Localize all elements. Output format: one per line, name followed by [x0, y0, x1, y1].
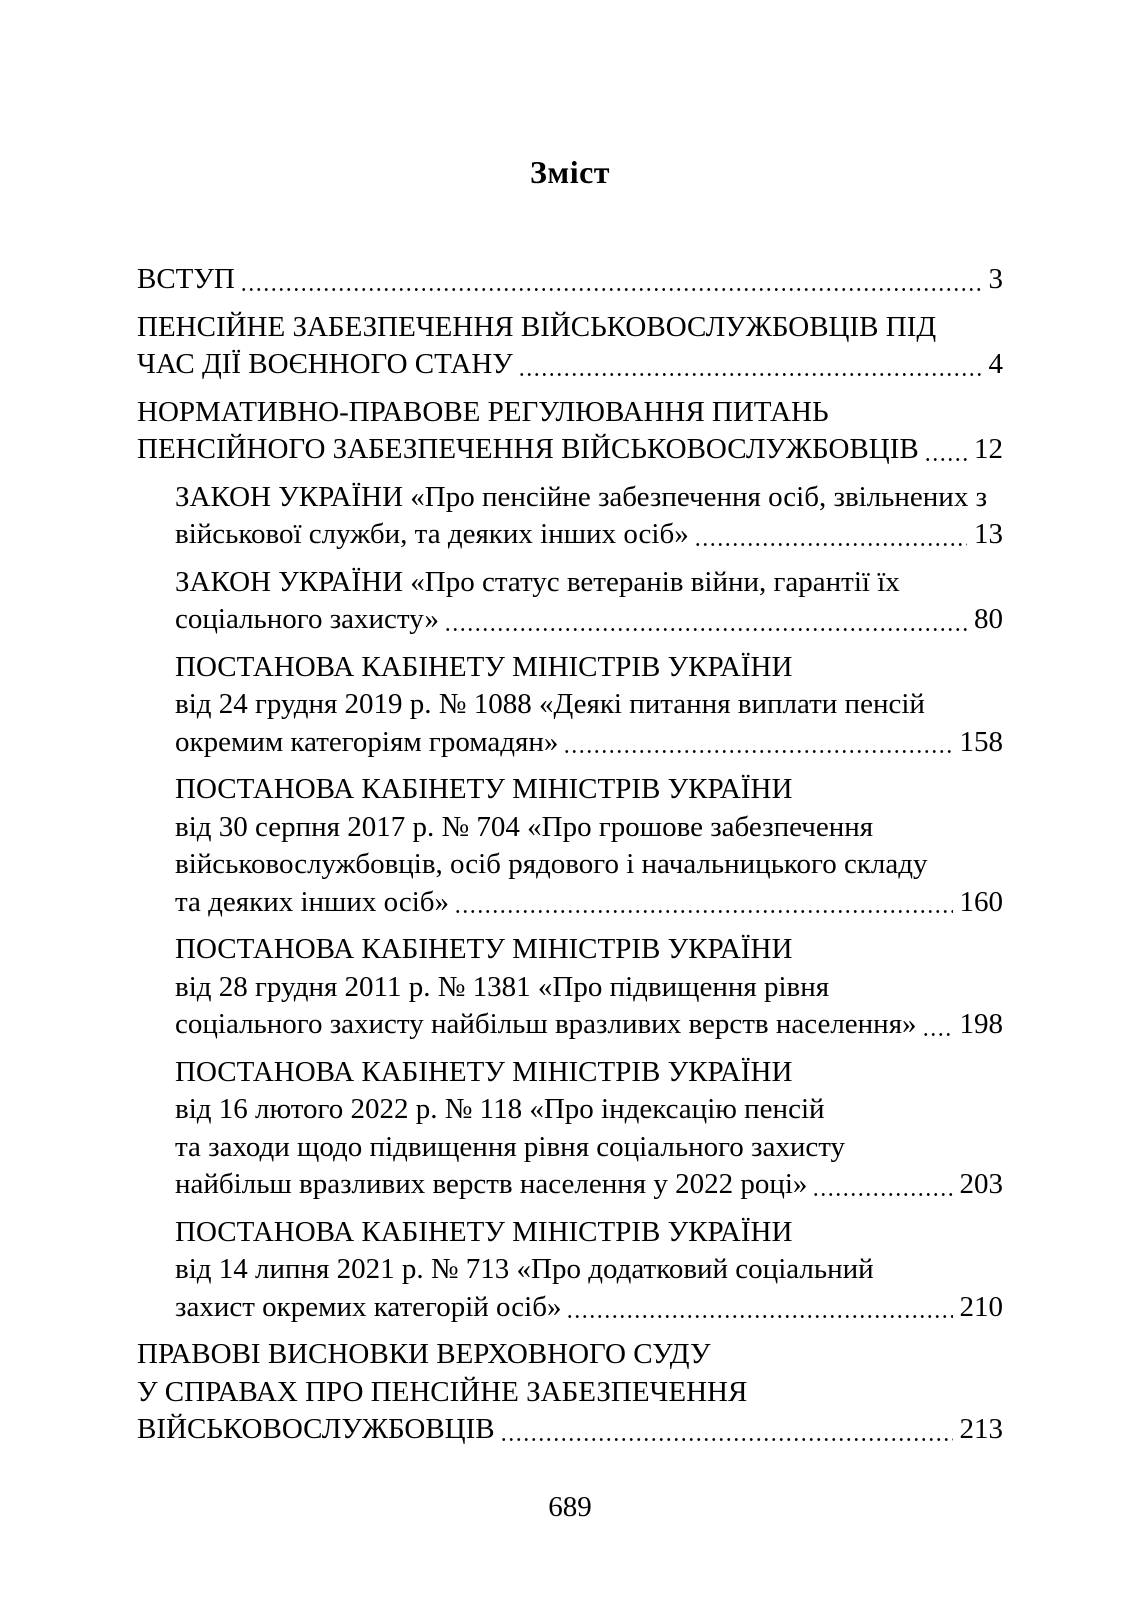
- toc-page-number: 158: [959, 725, 1003, 758]
- toc-entry-line: [175, 601, 1003, 639]
- toc-entry-line: [137, 1411, 1003, 1449]
- toc-entry-text: від 24 грудня 2019 р. № 1088 «Деякі питання виплати пенсій: [175, 688, 925, 720]
- dot-leader: [917, 1006, 960, 1044]
- toc-entry-text: ПРАВОВІ ВИСНОВКИ ВЕРХОВНОГО СУДУ: [137, 1338, 711, 1370]
- toc-entry-line: [175, 1006, 1003, 1044]
- toc-entry-text: ПЕНСІЙНЕ ЗАБЕЗПЕЧЕННЯ ВІЙСЬКОВОСЛУЖБОВЦІВ ПІД: [137, 310, 937, 343]
- toc-entry: [175, 1054, 1003, 1204]
- footer-page-number: 689: [548, 1490, 592, 1523]
- toc-entry: [175, 931, 1003, 1044]
- toc-entry: [175, 479, 1003, 554]
- dot-leader: [439, 601, 974, 639]
- toc-entry-line: [137, 431, 1003, 469]
- dot-leader: [919, 431, 974, 469]
- toc-page-number: 198: [959, 1008, 1003, 1040]
- toc-page-number: 13: [974, 518, 1003, 550]
- toc-entry: [137, 394, 1003, 469]
- toc-entry: [175, 649, 1003, 762]
- toc-entry-text: ПЕНСІЙНОГО ЗАБЕЗПЕЧЕННЯ ВІЙСЬКОВОСЛУЖБОВЦІВ: [137, 433, 919, 465]
- toc-entry-line: [175, 516, 1003, 554]
- dot-leader: [513, 346, 989, 384]
- toc-entry-line: [175, 1289, 1003, 1327]
- dot-leader: [235, 261, 989, 299]
- toc-entry-text: захист окремих категорій осіб»: [175, 1290, 562, 1323]
- toc-entry-text: окремим категоріям громадян»: [175, 725, 559, 758]
- dot-leader: [558, 724, 959, 762]
- toc-entry-text: У СПРАВАХ ПРО ПЕНСІЙНЕ ЗАБЕЗПЕЧЕННЯ: [137, 1375, 748, 1408]
- toc-page-number: 3: [988, 263, 1003, 295]
- toc-entry-text: від 30 серпня 2017 р. № 704 «Про грошове забезпечення: [175, 810, 874, 843]
- toc-entry-line: [175, 884, 1003, 922]
- toc-entry-text: військової служби, та деяких інших осіб»: [175, 518, 689, 550]
- toc-page-number: 4: [988, 348, 1003, 380]
- toc-entry-text: ПОСТАНОВА КАБІНЕТУ МІНІСТРІВ УКРАЇНИ: [175, 773, 793, 805]
- dot-leader: [807, 1166, 959, 1204]
- dot-leader: [495, 1411, 960, 1449]
- toc-page-number: 213: [959, 1413, 1003, 1445]
- toc-entry-text: від 16 лютого 2022 р. № 118 «Про індексацію пенсій: [175, 1093, 825, 1125]
- toc-entry-text: ЧАС ДІЇ ВОЄННОГО СТАНУ: [137, 348, 513, 380]
- toc-entry: [175, 771, 1003, 921]
- toc-entry: [137, 1336, 1003, 1449]
- dot-leader: [449, 884, 959, 922]
- dot-leader: [561, 1289, 959, 1327]
- toc-entry: [175, 1214, 1003, 1327]
- toc-entry-text: ПОСТАНОВА КАБІНЕТУ МІНІСТРІВ УКРАЇНИ: [175, 1215, 793, 1248]
- dot-leader: [689, 516, 974, 554]
- toc-page-number: 12: [974, 433, 1003, 465]
- toc-entry-text: найбільш вразливих верств населення у 2022 році»: [175, 1168, 808, 1200]
- toc-entry-text: військовослужбовців, осіб рядового і начальницького складу: [175, 848, 928, 880]
- toc-entry-line: [175, 1166, 1003, 1204]
- toc-entry-text: ВСТУП: [137, 263, 235, 295]
- toc-entry-text: соціального захисту»: [175, 603, 439, 635]
- toc-entry-text: ЗАКОН УКРАЇНИ «Про пенсійне забезпечення осіб, звільнених з: [175, 480, 988, 513]
- toc-entry-text: від 28 грудня 2011 р. № 1381 «Про підвищення рівня: [175, 970, 830, 1003]
- toc-page-number: 210: [959, 1290, 1003, 1323]
- toc-entry-text: ПОСТАНОВА КАБІНЕТУ МІНІСТРІВ УКРАЇНИ: [175, 650, 793, 683]
- toc-entry-line: [137, 261, 1003, 299]
- toc-page-number: 80: [974, 603, 1003, 635]
- toc-entry-text: та деяких інших осіб»: [175, 885, 450, 918]
- toc-entry-text: ПОСТАНОВА КАБІНЕТУ МІНІСТРІВ УКРАЇНИ: [175, 1055, 793, 1088]
- toc-entry-text: від 14 липня 2021 р. № 713 «Про додатковий соціальний: [175, 1253, 874, 1285]
- toc-page-number: 160: [959, 885, 1003, 918]
- toc-entry-line: [137, 346, 1003, 384]
- toc-entry-text: соціального захисту найбільш вразливих верств населення»: [175, 1008, 917, 1040]
- toc-entry: [137, 261, 1003, 299]
- toc-entry-line: [175, 724, 1003, 762]
- toc-entry: [175, 564, 1003, 639]
- toc-entry-text: ЗАКОН УКРАЇНИ «Про статус ветеранів війни, гарантії їх: [175, 565, 900, 598]
- toc-entry-text: ПОСТАНОВА КАБІНЕТУ МІНІСТРІВ УКРАЇНИ: [175, 933, 793, 965]
- toc-entry-text: та заходи щодо підвищення рівня соціального захисту: [175, 1130, 846, 1163]
- toc-page-number: 203: [959, 1168, 1003, 1200]
- toc-entry: [137, 309, 1003, 384]
- toc-entry-text: НОРМАТИВНО-ПРАВОВЕ РЕГУЛЮВАННЯ ПИТАНЬ: [137, 395, 829, 428]
- toc: [137, 261, 1003, 1449]
- page-title: Зміст: [530, 154, 610, 190]
- toc-entry-text: ВІЙСЬКОВОСЛУЖБОВЦІВ: [137, 1413, 495, 1445]
